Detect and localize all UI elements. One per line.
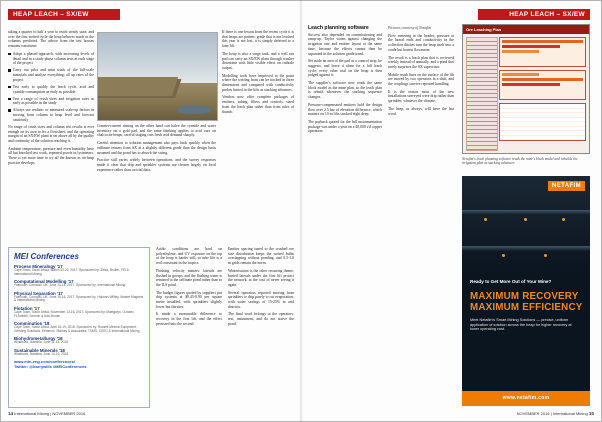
paragraph: Mobile trunk lines on the surface of the lift are moved by two operators in a shift, and the couplings survive repeated handling. (388, 72, 454, 87)
conference-item (14, 336, 144, 345)
paragraph: It made a measurable difference to recovery in the first lift, and the effect persisted into the second. (156, 312, 222, 326)
right-column-1 (308, 26, 382, 406)
conference-item (14, 348, 144, 357)
screenshot-table (499, 103, 586, 141)
screenshot-bar (502, 78, 583, 81)
bullet-square-icon (8, 53, 11, 56)
mei-website-link[interactable]: www.min-eng.com/conferences/ (14, 358, 75, 364)
left-column-2 (97, 124, 216, 244)
conference-details: Falmouth, Cornwall, UK, June 15-16, 2017. Sponsored by: Holman-Wilfley, Master Magnets & International Mining (14, 294, 144, 303)
page-number: 15 (588, 411, 594, 416)
screenshot-bar (502, 50, 539, 53)
paragraph: Acidic conditions are hard on polyethylene, and UV exposure on the top of the heap is harder still, so tube life is a real constraint in the tropics. (156, 247, 222, 266)
footer-text: International Mining | NOVEMBER 2016 (14, 411, 86, 416)
photo-pond (177, 106, 211, 114)
conference-item (14, 264, 144, 277)
paragraph: Flushing velocity matters: laterals are flushed in groups, and the flushing water is returned to the raffinate pond rather than to the ILS pond. (156, 268, 222, 287)
screenshot-bar (502, 83, 560, 86)
conference-name: Physical Separation '17 (14, 290, 63, 296)
ad-website-link[interactable]: www.netafim.com (462, 391, 590, 406)
netafim-ad (462, 176, 590, 406)
drip-emitter-icon (544, 254, 547, 257)
paragraph: Ambient temperature, pressure and even humidity have all but knocked test work, repeated proofs in lysimeters. There is yet more time to try all the known as on-heap practice develops. (8, 146, 94, 165)
ad-headline-line-1: MAXIMUM RECOVERY (470, 291, 579, 302)
paragraph: It is the reason most of the new installations surveyed were drip rather than sprinkler, whatever the climate. (388, 89, 454, 104)
bullet-square-icon (8, 86, 11, 89)
photo-credit: Pictures courtesy of Netafim (388, 26, 432, 30)
right-column-2 (388, 26, 454, 406)
mei-conferences-box (8, 247, 150, 408)
left-column-3 (222, 30, 294, 244)
left-column-1 (8, 30, 94, 244)
screenshot-bar (502, 73, 539, 76)
paragraph: The heap is also a surge tank, and a well run pad can carry an SX/EW plant through crusher downtime with little visible effect on cathode output. (222, 51, 294, 70)
conference-details: Cape Town, South Africa, April 16-19, 2018. Sponsored by: Russell Mineral Equipment, Grinding Solutions, Keramos, Starkey & Associates, TOMS, CEEC & International Mining (14, 324, 140, 333)
conference-name: Computational Modelling '17 (14, 279, 74, 285)
paragraph: The final word belongs to the operators: test, instrument, and do not starve the pond. (228, 312, 294, 326)
ad-body-text: Meet Netafim's Smart Mining Solutions — precise, uniform application of solution across the heap for higher recovery at lower operating cost. (470, 318, 572, 332)
conference-details: Windhoek, Namibia, June 14-15, 2018 (14, 351, 69, 356)
bullet-text: Test a range of crush sizes and irrigation rates as early as possible in the study (12, 96, 94, 106)
bullet-item (8, 108, 94, 122)
paragraph: Modelling tools have improved to the point where the wetting front can be tracked in three dimensions and compared with conductivity probes buried in the lifts as stacking advances. (222, 73, 294, 92)
netafim-logo: NETAFIM (548, 181, 585, 191)
ad-dripline-photo (462, 176, 590, 276)
conference-name: Sustainable Minerals '18 (14, 347, 65, 353)
paragraph: taking a quarter to half a year to reach steady state, and over the first wetted cycle the heap behaves much as the columns predicted. The advice from the test houses remains consistent: (8, 30, 94, 49)
conference-item (14, 321, 144, 334)
ad-headline-line-2: MAXIMUM EFFICIENCY (470, 301, 583, 313)
screenshot-titlebar: Ore Leaching Plan (463, 25, 589, 34)
dripline-pipe (462, 210, 590, 215)
paragraph: Several operators reported moving from sprinklers to drip purely to cut evaporation, with water savings of 15-25% in arid districts. (228, 290, 294, 309)
software-screenshot (462, 24, 590, 154)
drip-emitter-icon (502, 254, 505, 257)
section-header-left: HEAP LEACH – SX/EW (8, 9, 120, 20)
paragraph: The supplier's software now reads the same block model as the mine plan, so the leach plan is rebuilt whenever the stacking sequence changes. (308, 81, 382, 100)
photo-sky (98, 33, 217, 83)
screenshot-main-panel (499, 37, 586, 149)
bullet-text: Always use realistic or measured scale-up factors in moving from column to heap level and forecast cautiously (12, 108, 94, 122)
paragraph: Counter-current rinsing on the other hand can halve the cyanide and water inventory on a gold pad, and the same thinking applies to acid cure on chalcocite heaps; careful staging cuts fresh acid demand sharply. (97, 124, 216, 138)
paragraph: Success also depended on commissioning and ramp-up. Taylor warns against changing the irrigation rate and emitter layout at the same time, because the effects cannot then be separated in the solution grade trend. (308, 32, 382, 56)
subheading: Leach planning software (308, 25, 369, 31)
paragraph: Set aside an area of the pad as a control strip, he suggests, and leave it alone for a full leach cycle; every other trial on the heap is then judged against it. (308, 59, 382, 78)
bullet-item (8, 97, 94, 106)
conference-name: Process Mineralogy '17 (14, 264, 63, 269)
heap-leach-photo (97, 32, 218, 121)
paragraph: The budget figures quoted by suppliers put drip systems at $0.45-0.90 per square metre installed, with sprinklers slightly lower but thirstier. (156, 290, 222, 309)
screenshot-bar (502, 45, 560, 48)
bullet-text: Test early to qualify the leach cycle, acid and cyanide consumption as early as possible (12, 84, 94, 94)
screenshot-panel (499, 70, 586, 100)
footer-left (8, 411, 85, 416)
screenshot-panel (499, 37, 586, 67)
mei-conferences-title: MEI Conferences (14, 252, 79, 261)
paragraph: The payback quoted for the full instrumentation package was under a year on a 40,000 t/d copper operation. (308, 119, 383, 134)
bullet-square-icon (8, 69, 11, 72)
drip-emitter-icon (524, 218, 527, 221)
drip-emitter-icon (562, 218, 565, 221)
conference-name: Flotation '17 (14, 305, 40, 311)
paragraph: Vendors now offer complete packages of emitters, tubing, filters and controls, sized from the leach plan rather than from rules of thumb. (222, 95, 294, 114)
footer-text: NOVEMBER 2016 | International Mining (516, 411, 588, 416)
paragraph: No range of crush sizes and column test results is ever enough on its own to fix a flowsheet, and the operating margin of an SX/EW plant is set above all by the quality and continuity of the solution reaching it. (8, 124, 94, 144)
paragraph: Careful attention to solution management also pays back quickly when the raffinate returns from SX at a slightly different grade than the design basis assumed and the pond has to absorb the swing. (97, 141, 216, 155)
page-number: 14 (8, 411, 14, 416)
bullet-item (8, 68, 94, 82)
conference-details: Windhoek, Namibia, June 11-13, 2018 (14, 340, 68, 345)
screenshot-bar (502, 40, 583, 43)
bullet-item (8, 85, 94, 94)
bullet-text: Adopt a phased approach, with increasing levels of detail and in a study phase column tests at each stage of the project (12, 51, 94, 66)
photo-heap-pad (97, 77, 178, 96)
paragraph: Emitter spacing tuned to the crushed ore size distribution keeps the wetted bulbs overlapping without ponding, and 0.5-1.0 m grids remain the norm. (228, 247, 294, 266)
paragraph: If there is one lesson from the recent cycle it is that heaps are patient: grade that is not leached this year is not lost, it is simply deferred to a later lift. (222, 30, 294, 49)
paragraph: Practice still varies widely between operations, and the survey responses made it clear that drip and sprinkler systems are chosen largely on local experience rather than on trial data. (97, 158, 216, 172)
section-header-right: HEAP LEACH – SX/EW (478, 9, 590, 20)
left-column-5 (228, 247, 294, 405)
bullet-text: Carry out pilot and mini trials of the full-scale materials and analyse everything; all up rates of the project (12, 68, 94, 82)
conference-item (14, 291, 144, 304)
conference-item (14, 306, 144, 319)
mei-twitter-link[interactable]: Twitter: @barrywills #MEIConferences (14, 363, 87, 369)
paragraph: Flow metering at the header, pressure at the lateral ends and conductivity in the collection ditches turn the heap itself into a crude but honest flowmeter. (388, 33, 454, 52)
paragraph: The result is a leach plan that is reviewed weekly instead of annually, and a pond that rarely surprises the SX supervisor. (388, 55, 454, 69)
conference-details: Cape Town, South Africa, November 13-16, 2017. Sponsored by: Maelgwyn, Outotec, FLSmidth, Senmin & Axis House (14, 309, 135, 318)
paragraph: Pressure-compensated emitters hold the design flow over 2.5 bar of elevation difference, which matters on 10 m lifts stacked eight deep. (308, 102, 382, 117)
bullet-item (8, 52, 94, 66)
left-column-4 (156, 247, 222, 405)
paragraph: The heap, as always, will have the last word. (388, 106, 454, 116)
ad-intro-line: Ready to Get More Out of Your Mine? (470, 279, 552, 284)
conference-details: Cape Town, South Africa, March 20-22, 2017. Sponsored by: Zeiss, Bruker, FEI & International Mining (14, 268, 129, 276)
conference-item (14, 279, 144, 288)
dripline-pipe (462, 246, 590, 251)
conference-name: Biohydrometallurgy '18 (14, 336, 63, 342)
screenshot-sidebar (466, 37, 498, 151)
ad-headline (470, 292, 588, 313)
footer-right (517, 411, 594, 416)
screenshot-caption: Netafim's leach planning software reads the mine's block model and rebuilds the irrigation plan as stacking advances (462, 157, 578, 166)
conference-details: Falmouth, Cornwall, UK, June 13-14, 2017. Sponsored by: International Mining (14, 283, 126, 288)
bullet-square-icon (8, 109, 11, 112)
page-gutter (299, 0, 303, 422)
drip-emitter-icon (484, 218, 487, 221)
bullet-square-icon (8, 98, 11, 101)
conference-name: Comminution '18 (14, 320, 50, 326)
paragraph: Winterisation is the other recurring theme: buried laterals under the first lift protect the network, at the cost of never seeing it again. (228, 268, 294, 287)
